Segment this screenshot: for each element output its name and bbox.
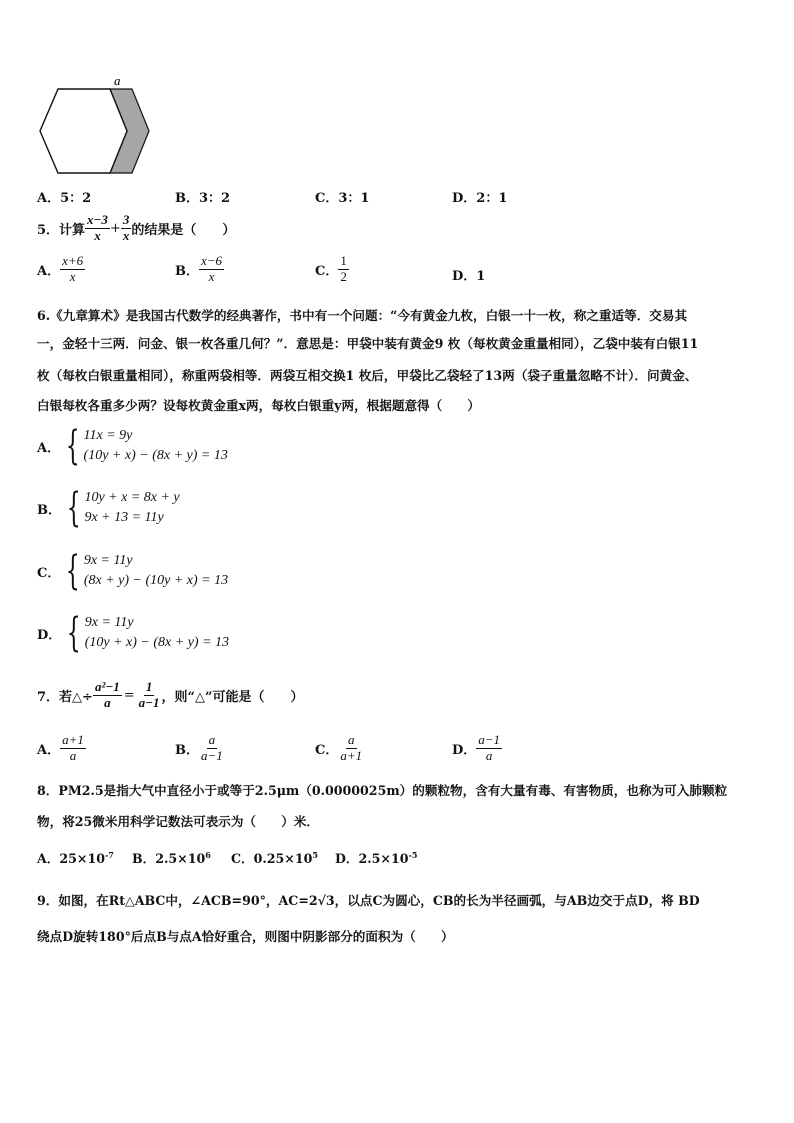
q7-option-a[interactable]: A． $\frac{a+1}{a}$ — [37, 732, 84, 763]
q5-prefix: 5．计算 — [37, 222, 86, 238]
q7-option-c[interactable]: C． $\frac{a}{a+1}$ — [315, 732, 363, 763]
q6-option-c[interactable]: C． { 9x = 11y (8x + y) − (10y + x) = 13 — [37, 548, 229, 594]
q6-line-3: 枚（每枚白银重量相同），称重两袋相等．两袋互相交换1 枚后，甲袋比乙袋轻了13两（袋子重量忽略不计）．问黄金、 — [37, 368, 698, 383]
q6-line-4: 白银每枚各重多少两？设每枚黄金重x两，每枚白银重y两，根据题意得（ ） — [37, 398, 481, 413]
q8-option-d[interactable]: D．$2.5\times 10^{-5}$ — [335, 849, 418, 866]
q8-line-1: 8．PM2.5是指大气中直径小于或等于2.5μm（0.0000025m）的颗粒物，含有大量有毒、有害物质，也称为可入肺颗粒 — [37, 783, 728, 798]
label-a: a — [114, 74, 121, 88]
q6-line-2: 一，金轻十三两．问金、银一枚各重几何？”．意思是：甲袋中装有黄金9 枚（每枚黄金重量相同），乙袋中装有白银11 — [37, 336, 699, 351]
q8-line-2: 物，将25微米用科学记数法可表示为（ ）米． — [37, 814, 319, 829]
q8-option-b[interactable]: B．$2.5\times 10^6$ — [132, 849, 211, 866]
hexagon — [40, 89, 127, 173]
q6-line-1: 6.《九章算术》是我国古代数学的经典著作，书中有一个问题：“今有黄金九枚，白银一十一枚，称之重适等．交易其 — [37, 308, 688, 323]
q7-option-b[interactable]: B． $\frac{a}{a-1}$ — [175, 732, 223, 763]
q4-option-d[interactable]: D．2：1 — [452, 191, 508, 206]
q9-line-1: 9．如图，在Rt△ABC中，∠ACB=90°，AC=2√3，以点C为圆心，CB的长为半径画弧，与AB边交于点D，将 BD — [37, 893, 700, 908]
q6-option-d[interactable]: D． { 9x = 11y (10y + x) − (8x + y) = 13 — [37, 610, 230, 656]
q5-option-b[interactable]: B． $\frac{x-6}{x}$ — [175, 253, 223, 284]
q4-option-c[interactable]: C．3：1 — [315, 191, 370, 206]
q4-option-b[interactable]: B．3：2 — [175, 191, 231, 206]
q7-question: 7．若△÷ $\frac{\text{a²−1}}{a}$ = $\frac{1}{a-1}$ ，则“△”可能是（ ） — [37, 679, 304, 710]
q9-line-2: 绕点D旋转180°后点B与点A恰好重合，则图中阴影部分的面积为（ ） — [37, 929, 454, 944]
hexagon-figure — [36, 74, 152, 178]
q5-frac1: $\frac{x-3}{x}$ — [87, 212, 108, 243]
q6-option-a[interactable]: A． { 11x = 9y (10y + x) − (8x + y) = 13 — [37, 423, 228, 469]
q5-question — [37, 213, 235, 244]
q5-option-c[interactable]: C． $\frac{1}{2}$ — [315, 253, 347, 284]
q5-option-a[interactable]: A． $\frac{x+6}{x}$ — [37, 253, 84, 284]
q8-option-a[interactable]: A．$25\times 10^{-7}$ — [37, 849, 114, 866]
q8-option-c[interactable]: C．$0.25\times 10^5$ — [231, 849, 318, 866]
q5-frac2: $\frac{3}{x}$ — [122, 212, 130, 243]
q7-option-d[interactable]: D． $\frac{a-1}{a}$ — [452, 732, 501, 763]
q5-suffix: 的结果是（ ） — [131, 222, 236, 238]
q6-option-b[interactable]: B． { 10y + x = 8x + y 9x + 13 = 11y — [37, 485, 180, 531]
q4-option-a[interactable]: A．5：2 — [37, 191, 92, 206]
q5-option-d[interactable]: D．1 — [452, 269, 486, 284]
q5-plus: + — [109, 220, 121, 236]
